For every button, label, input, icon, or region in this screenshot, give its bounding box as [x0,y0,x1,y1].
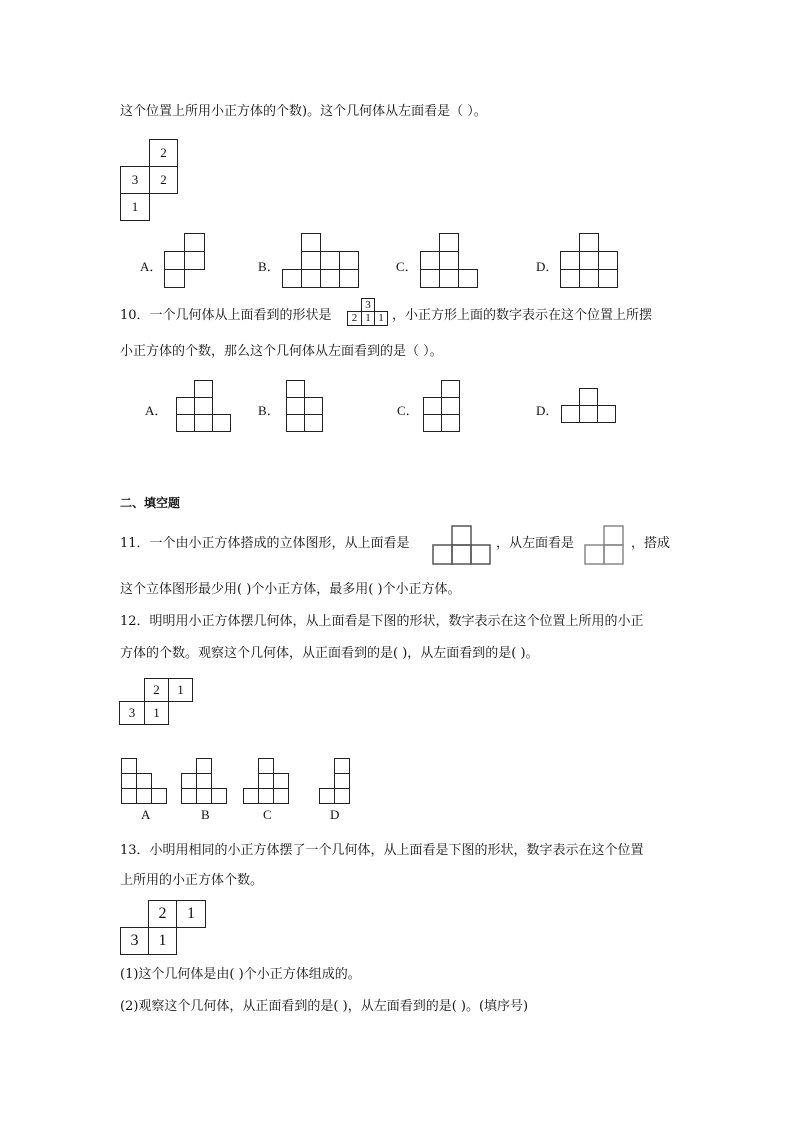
q13-sub-2: (2)观察这个几何体，从正面看到的是( )，从左面看到的是( )。(填序号) [120,999,529,1014]
q11-left-view-figure [584,525,628,569]
q9-option-c-figure [420,233,480,291]
option-label: C． [397,403,419,418]
q9-cell: 3 [120,166,150,194]
q12-option-d-figure [319,758,353,806]
q13-cell: 2 [148,900,177,928]
q13-text-2: 上所用的小正方体个数。 [120,873,264,888]
option-label: C． [396,259,418,274]
q12-option-c-figure [243,758,291,806]
q11-text-c: ，搭成 [631,536,671,551]
option-label: A． [140,259,163,274]
q10-text-b: ，小正方形上面的数字表示在这个位置上所摆 [392,308,653,323]
q12-option-a-figure [121,758,169,806]
option-label: D [330,807,340,822]
q12-option-b-figure [181,758,229,806]
option-label: B． [258,259,280,274]
q10-cell: 2 [347,311,362,326]
q10-cell: 3 [361,298,375,312]
q10-option-d-figure [561,388,619,426]
q12-cell: 2 [144,678,169,702]
q11-text-b: ，从左面看是 [496,536,575,551]
q11-text-2: 这个立体图形最少用( )个小正方体，最多用( )个小正方体。 [120,582,461,597]
option-label: B． [258,403,280,418]
q10-text-2: 小正方体的个数，那么这个几何体从左面看到的是（ ）。 [120,344,443,359]
q12-text-1: 12．明明用小正方体摆几何体，从上面看是下图的形状，数字表示在这个位置上所用的小正 [120,614,644,629]
q11-top-view-figure [432,525,494,569]
q9-cell: 1 [120,193,150,221]
q13-cell: 3 [120,927,149,955]
q13-text-1: 13．小明用相同的小正方体摆了一个几何体，从上面看是下图的形状，数字表示在这个位置 [120,843,644,858]
q13-cell: 1 [176,900,206,928]
option-label: C [263,807,272,822]
q10-cell: 1 [361,311,375,326]
option-label: D． [536,403,559,418]
q10-option-b-figure [286,380,326,434]
q12-text-2: 方体的个数。观察这个几何体，从正面看到的是( )，从左面看到的是( )。 [120,646,539,661]
option-label: A． [145,403,168,418]
q12-cell: 1 [144,701,169,725]
option-label: D． [536,259,559,274]
q9-cell: 2 [149,166,178,194]
q10-option-a-figure [176,380,232,434]
option-label: A [141,807,151,822]
q13-sub-1: (1)这个几何体是由( )个小正方体组成的。 [120,967,361,982]
option-label: B [201,807,210,822]
q12-cell: 1 [168,678,193,702]
q10-option-c-figure [423,380,463,434]
q9-cell: 2 [149,139,178,167]
section-heading: 二、填空题 [120,496,181,510]
q9-option-b-figure [282,233,362,291]
q12-cell: 3 [119,701,145,725]
q10-cell: 1 [374,311,388,326]
q10-text-a: 10．一个几何体从上面看到的形状是 [120,308,332,323]
q11-text-a: 11．一个由小正方体搭成的立体图形，从上面看是 [120,536,410,551]
q9-text: 这个位置上所用小正方体的个数)。这个几何体从左面看是（ ）。 [120,104,487,119]
q13-cell: 1 [148,927,177,955]
q9-option-a-figure [164,233,208,291]
q9-option-d-figure [560,233,620,291]
